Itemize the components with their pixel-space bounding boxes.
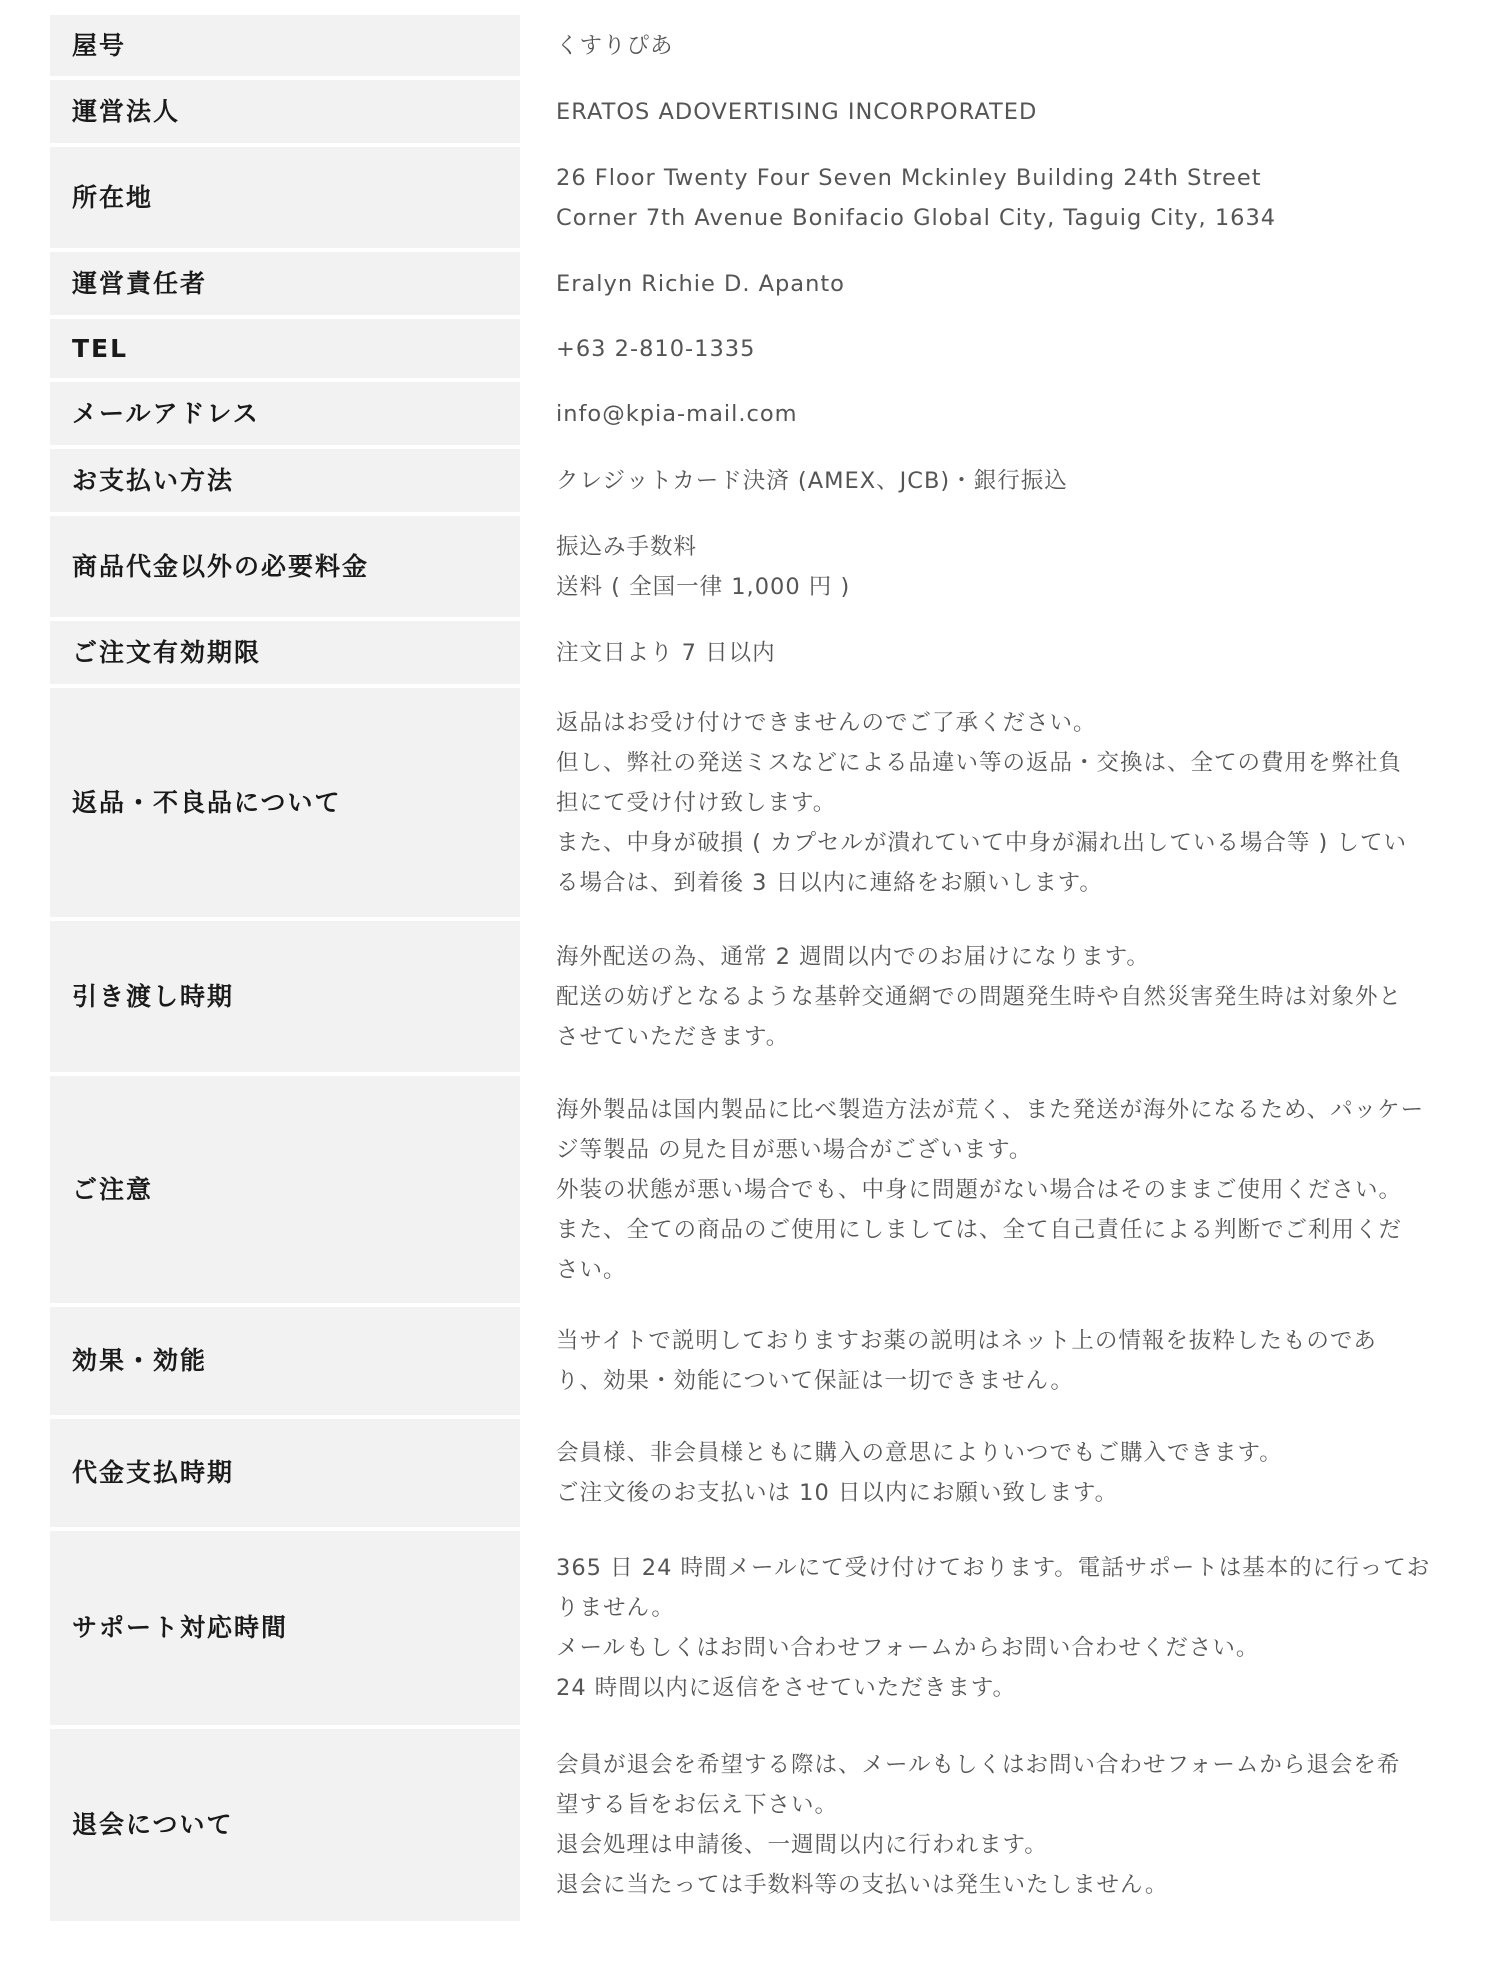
row-value — [520, 919, 1450, 1074]
row-value-line: 但し、弊社の発送ミスなどによる品違い等の返品・交換は、全ての費用を弊社負 — [556, 749, 1403, 776]
row-value-line: 365 日 24 時間メールにて受け付けております。電話サポートは基本的に行ってお — [556, 1555, 1431, 1581]
table-row — [50, 317, 1450, 380]
row-value-line: さい。 — [556, 1256, 627, 1283]
row-value-line: 24 時間以内に返信をさせていただきます。 — [556, 1675, 1016, 1701]
row-value-line: ERATOS ADOVERTISING INCORPORATED — [556, 98, 1038, 125]
row-value-line: ジ等製品 の見た目が悪い場合がございます。 — [556, 1136, 1033, 1163]
row-label: メールアドレス — [50, 380, 520, 447]
row-value-line: また、中身が破損 ( カプセルが潰れていて中身が漏れ出している場合等 ) してい — [556, 829, 1407, 856]
table-row — [50, 1305, 1450, 1417]
table-row — [50, 145, 1450, 250]
row-value — [520, 250, 1450, 317]
row-value-line: 注文日より 7 日以内 — [556, 639, 776, 666]
row-value — [520, 380, 1450, 447]
row-label: 効果・効能 — [50, 1305, 520, 1417]
row-value-line: 海外製品は国内製品に比べ製造方法が荒く、また発送が海外になるため、パッケー — [556, 1096, 1425, 1123]
row-label: 返品・不良品について — [50, 686, 520, 919]
row-label: 運営責任者 — [50, 250, 520, 317]
row-value-line: Eralyn Richie D. Apanto — [556, 270, 845, 297]
row-value-line: 海外配送の為、通常 2 週間以内でのお届けになります。 — [556, 943, 1150, 970]
row-label: 代金支払時期 — [50, 1417, 520, 1529]
row-value-line: りません。 — [556, 1595, 675, 1621]
row-value-line: 返品はお受け付けできませんのでご了承ください。 — [556, 709, 1097, 736]
table-row — [50, 447, 1450, 514]
row-value-line: 退会処理は申請後、一週間以内に行われます。 — [556, 1832, 1048, 1858]
row-value — [520, 78, 1450, 145]
row-value-line: クレジットカード決済 (AMEX、JCB)・銀行振込 — [556, 467, 1068, 494]
row-value-line: 退会に当たっては手数料等の支払いは発生いたしません。 — [556, 1872, 1169, 1898]
row-value — [520, 145, 1450, 250]
row-value — [520, 686, 1450, 919]
row-label: お支払い方法 — [50, 447, 520, 514]
row-label: 所在地 — [50, 145, 520, 250]
row-value-line: +63 2-810-1335 — [556, 335, 756, 362]
row-value — [520, 447, 1450, 514]
row-label: TEL — [50, 317, 520, 380]
table-row — [50, 686, 1450, 919]
table-row — [50, 1529, 1450, 1727]
row-label: 商品代金以外の必要料金 — [50, 514, 520, 619]
row-value-line: メールもしくはお問い合わせフォームからお問い合わせください。 — [556, 1635, 1260, 1661]
row-value-line: 配送の妨げとなるような基幹交通網での問題発生時や自然災害発生時は対象外と — [556, 983, 1403, 1010]
table-row — [50, 380, 1450, 447]
row-value-line: り、効果・効能について保証は一切できません。 — [556, 1368, 1074, 1394]
row-value — [520, 1529, 1450, 1727]
table-row — [50, 619, 1450, 686]
row-value-line: 会員様、非会員様ともに購入の意思によりいつでもご購入できます。 — [556, 1440, 1283, 1466]
table-row — [50, 1074, 1450, 1305]
table-row — [50, 514, 1450, 619]
commercial-disclosure-table — [50, 15, 1450, 1925]
row-value-line: 望する旨をお伝え下さい。 — [556, 1792, 839, 1818]
row-value-line: 外装の状態が悪い場合でも、中身に問題がない場合はそのままご使用ください。 — [556, 1176, 1403, 1203]
row-value-line: また、全ての商品のご使用にしましては、全て自己責任による判断でご利用くだ — [556, 1216, 1403, 1243]
table-row — [50, 1727, 1450, 1923]
row-value — [520, 1727, 1450, 1923]
row-value — [520, 514, 1450, 619]
row-value-line: ご注文後のお支払いは 10 日以内にお願い致します。 — [556, 1480, 1119, 1506]
row-label: ご注文有効期限 — [50, 619, 520, 686]
table-row — [50, 15, 1450, 78]
row-value-line: 振込み手数料 — [556, 533, 698, 560]
table-body — [50, 15, 1450, 1923]
row-value — [520, 1074, 1450, 1305]
row-value-line: 送料 ( 全国一律 1,000 円 ) — [556, 573, 851, 600]
row-value-line: 担にて受け付け致します。 — [556, 789, 837, 816]
row-value — [520, 1417, 1450, 1529]
row-value — [520, 15, 1450, 78]
row-value-line: info@kpia-mail.com — [556, 400, 798, 427]
row-value-line: くすりぴあ — [556, 32, 674, 59]
row-label: ご注意 — [50, 1074, 520, 1305]
row-value — [520, 1305, 1450, 1417]
row-value-line: させていただきます。 — [556, 1023, 790, 1050]
row-value — [520, 619, 1450, 686]
table-row — [50, 250, 1450, 317]
row-value — [520, 317, 1450, 380]
table-row — [50, 1417, 1450, 1529]
row-value-line: Corner 7th Avenue Bonifacio Global City, Taguig City, 1634 — [556, 204, 1277, 231]
row-label: 退会について — [50, 1727, 520, 1923]
row-value-line: 当サイトで説明しておりますお薬の説明はネット上の情報を抜粋したものであ — [556, 1328, 1377, 1354]
table-row — [50, 78, 1450, 145]
row-value-line: 会員が退会を希望する際は、メールもしくはお問い合わせフォームから退会を希 — [556, 1752, 1401, 1778]
table-row — [50, 919, 1450, 1074]
row-label: 運営法人 — [50, 78, 520, 145]
row-value-line: 26 Floor Twenty Four Seven Mckinley Building 24th Street — [556, 164, 1262, 191]
row-label: 屋号 — [50, 15, 520, 78]
row-value-line: る場合は、到着後 3 日以内に連絡をお願いします。 — [556, 869, 1103, 896]
row-label: 引き渡し時期 — [50, 919, 520, 1074]
row-label: サポート対応時間 — [50, 1529, 520, 1727]
